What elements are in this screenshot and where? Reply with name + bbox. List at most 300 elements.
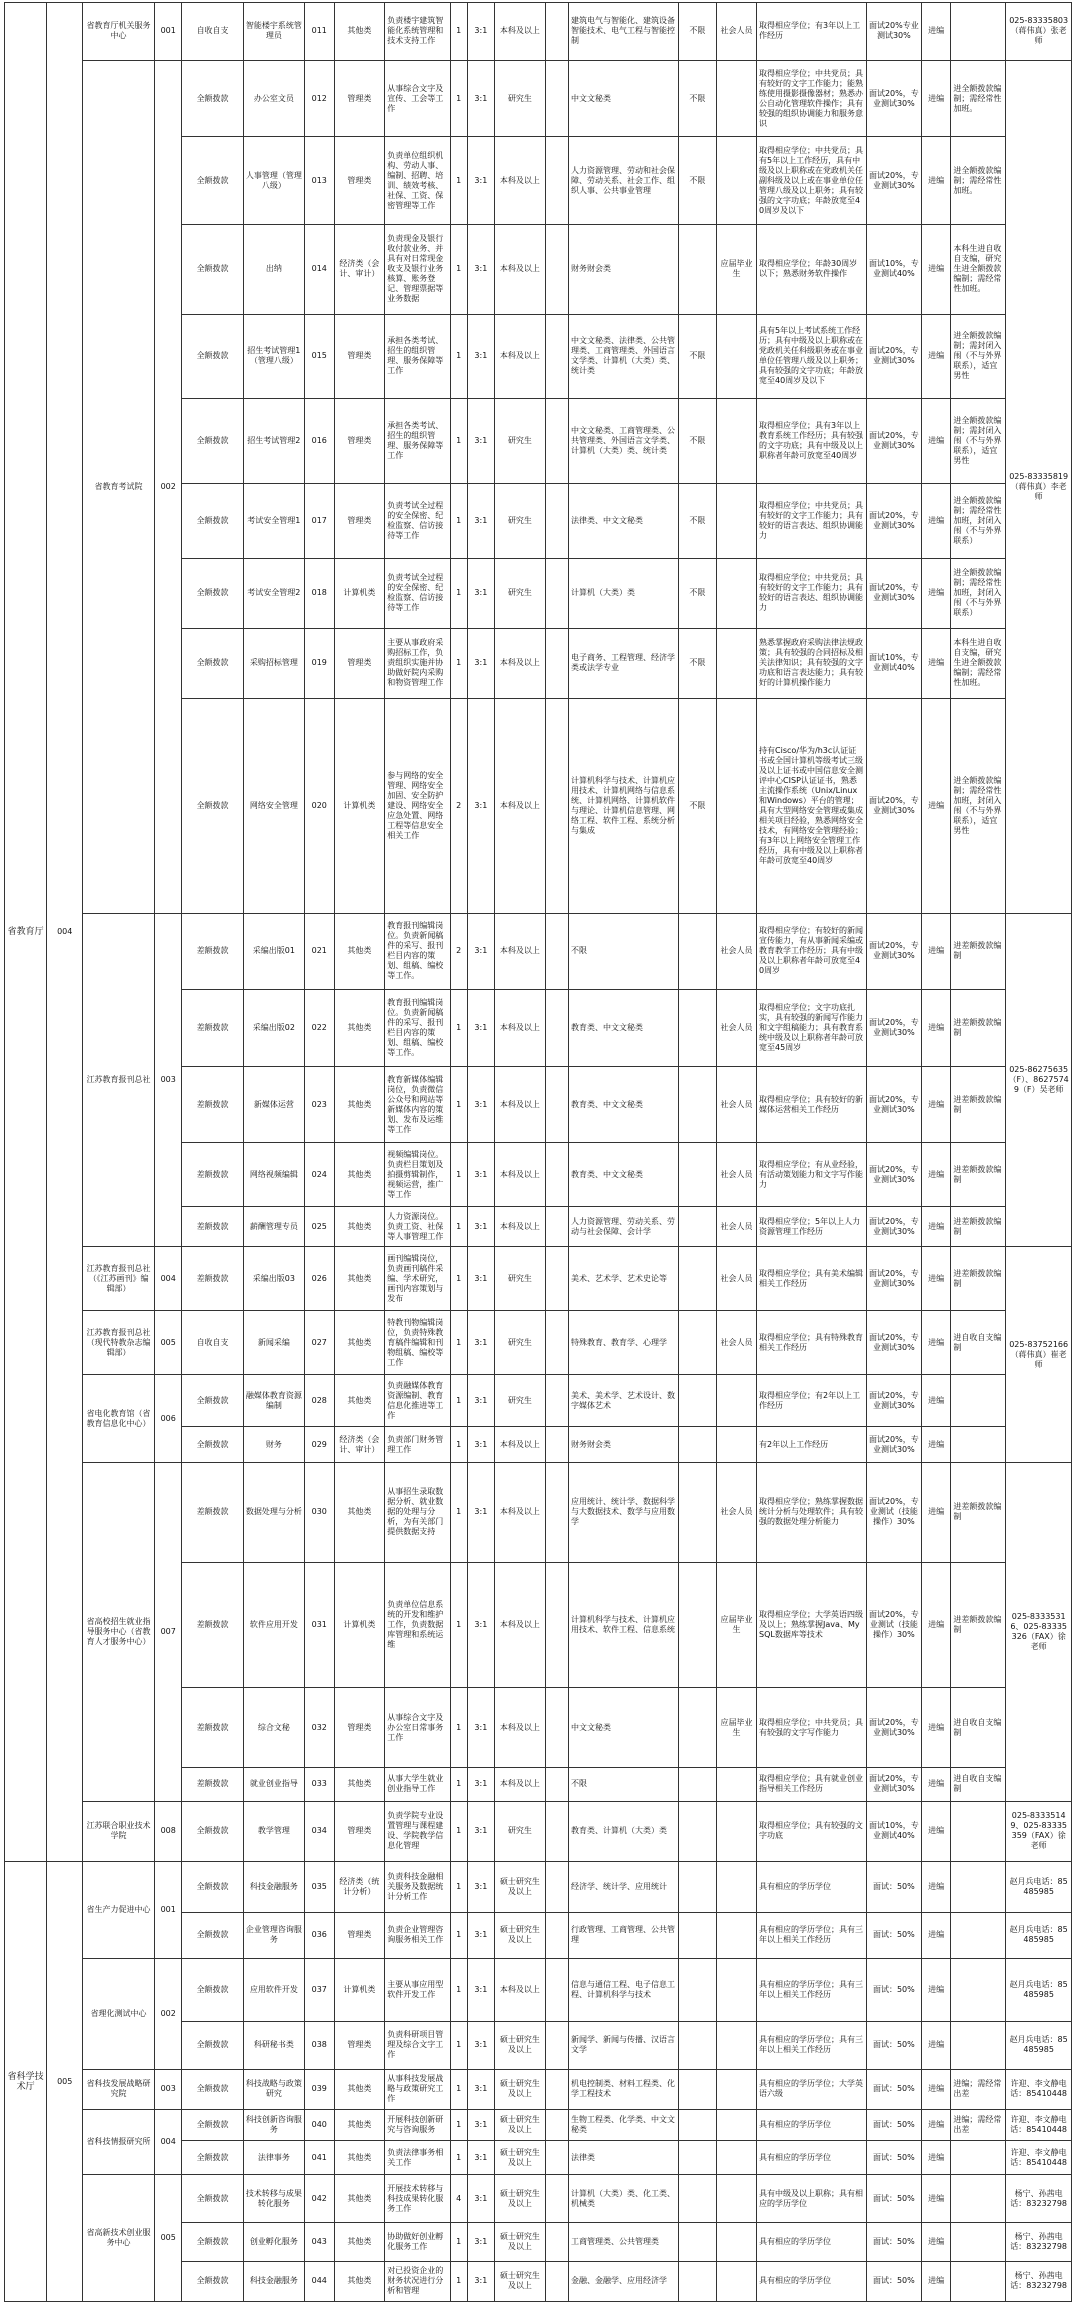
cell-deg <box>545 2109 568 2140</box>
cell-cat: 管理类 <box>334 1912 385 1958</box>
cell-obj <box>716 1862 756 1913</box>
cell-obj: 社会人员 <box>716 989 756 1066</box>
cell-obj <box>716 558 756 628</box>
cell-duty: 特教刊物编辑岗位，负责特殊教育稿件编辑和刊物组稿、编校等工作 <box>385 1311 450 1375</box>
cell-n: 1 <box>450 1463 467 1562</box>
cell-fund: 差额拨款 <box>182 913 243 989</box>
cell-ratio: 3:1 <box>467 2174 494 2222</box>
cell-ratio: 3:1 <box>467 1207 494 1247</box>
cell-exam: 面试10%，专业测试40% <box>866 1801 921 1861</box>
cell-pos: 采编出版03 <box>243 1247 304 1311</box>
cell-exam: 面试：50% <box>866 1862 921 1913</box>
contact-info: 杨宁、孙茜电话：83232798 <box>1006 2174 1072 2222</box>
cell-n: 1 <box>450 558 467 628</box>
cell-other: 取得相应学位；具有特殊教育相关工作经历 <box>757 1311 867 1375</box>
cell-obj: 应届毕业生 <box>716 1562 756 1688</box>
cell-mode: 进编 <box>921 2021 951 2069</box>
cell-ratio: 3:1 <box>467 2069 494 2109</box>
cell-cat: 其他类 <box>334 1375 385 1427</box>
contact-info: 许迎、李文静电话：85410448 <box>1006 2141 1072 2175</box>
cell-exam: 面试20%，专业测试30% <box>866 1247 921 1311</box>
cell-fund: 差额拨款 <box>182 1562 243 1688</box>
cell-obj <box>716 2141 756 2175</box>
cell-remark: 进全额拨款编制；需经常性加班。 <box>951 137 1006 225</box>
cell-deg <box>545 1143 568 1207</box>
cell-age <box>678 1562 716 1688</box>
cell-duty: 负责楼宇建筑智能化系统管理和技术支持工作 <box>385 3 450 61</box>
cell-exam: 面试20%，专业测试30% <box>866 1143 921 1207</box>
cell-remark: 进自收自支编制 <box>951 1688 1006 1768</box>
cell-obj: 应届毕业生 <box>716 225 756 314</box>
cell-obj: 社会人员 <box>716 1067 756 1143</box>
cell-cat: 管理类 <box>334 137 385 225</box>
cell-fund: 全额拨款 <box>182 1375 243 1427</box>
cell-mode: 进编 <box>921 989 951 1066</box>
cell-deg <box>545 1375 568 1427</box>
cell-edu: 本科及以上 <box>495 1067 546 1143</box>
cell-n: 1 <box>450 1427 467 1463</box>
cell-ratio: 3:1 <box>467 2109 494 2140</box>
unit-code: 006 <box>154 1375 181 1463</box>
cell-obj <box>716 2223 756 2262</box>
cell-n: 1 <box>450 1247 467 1311</box>
cell-duty: 人力资源岗位。负责工资、社保等人事管理工作 <box>385 1207 450 1247</box>
unit-code: 001 <box>154 3 181 61</box>
cell-duty: 负责企业管理咨询服务相关工作 <box>385 1912 450 1958</box>
cell-cat: 计算机类 <box>334 1562 385 1688</box>
cell-n: 1 <box>450 1562 467 1688</box>
cell-edu: 本科及以上 <box>495 1207 546 1247</box>
cell-cat: 其他类 <box>334 913 385 989</box>
cell-other: 取得相应学位；中共党员；具有较好的文字工作能力；具有较好的语言表达、组织协调能力 <box>757 483 867 558</box>
cell-pos: 应用软件开发 <box>243 1958 304 2021</box>
cell-fund: 全额拨款 <box>182 1862 243 1913</box>
cell-n: 4 <box>450 2174 467 2222</box>
cell-remark: 进自收自支编制 <box>951 1311 1006 1375</box>
unit-name: 江苏教育报刊总社 <box>83 913 155 1246</box>
cell-age <box>678 1862 716 1913</box>
cell-fund: 全额拨款 <box>182 698 243 913</box>
cell-fund: 全额拨款 <box>182 225 243 314</box>
cell-age <box>678 1958 716 2021</box>
cell-cat: 经济类（会计、审计） <box>334 1427 385 1463</box>
cell-major: 经济学、统计学、应用统计 <box>569 1862 679 1913</box>
cell-duty: 负责科研项目管理及综合文字工作 <box>385 2021 450 2069</box>
cell-duty: 负责现金及银行收付款业务、并具有对日常现金收支及银行业务核算、账务登记、管理票据等业务数据 <box>385 225 450 314</box>
cell-remark: 进差额拨款编制 <box>951 989 1006 1066</box>
cell-other: 取得相应学位；5年以上人力资源管理工作经历 <box>757 1207 867 1247</box>
cell-pos: 办公室文员 <box>243 60 304 136</box>
cell-n: 1 <box>450 225 467 314</box>
cell-remark: 进全额拨款编制；需封闭入闱（不与外界联系），适宜男性 <box>951 399 1006 484</box>
cell-cat: 其他类 <box>334 1247 385 1311</box>
cell-exam: 面试：50% <box>866 1958 921 2021</box>
cell-code: 044 <box>304 2261 334 2301</box>
cell-edu: 本科及以上 <box>495 225 546 314</box>
unit-name: 省教育考试院 <box>83 60 155 913</box>
cell-obj <box>716 1375 756 1427</box>
cell-duty: 视频编辑岗位。负责栏目策划及拍摄剪辑制作，视频运营，推广等工作 <box>385 1143 450 1207</box>
cell-remark: 进差额拨款编制 <box>951 1247 1006 1311</box>
cell-remark: 进全额拨款编制；需经常性加班，封闭入闱（不与外界联系），适宜男性 <box>951 698 1006 913</box>
cell-duty: 主要从事政府采购招标工作，负责组织实施并协助做好院内采购和物资管理工作 <box>385 628 450 698</box>
cell-code: 031 <box>304 1562 334 1688</box>
cell-deg <box>545 558 568 628</box>
cell-fund: 全额拨款 <box>182 1958 243 2021</box>
cell-duty: 协助做好创业孵化服务工作 <box>385 2223 450 2262</box>
cell-ratio: 3:1 <box>467 558 494 628</box>
cell-exam: 面试20%，专业测试30% <box>866 1688 921 1768</box>
cell-mode: 进编 <box>921 1143 951 1207</box>
cell-exam: 面试20%，专业测试30% <box>866 1067 921 1143</box>
cell-edu: 研究生 <box>495 558 546 628</box>
cell-age <box>678 1375 716 1427</box>
cell-duty: 教育报刊编辑岗位。负责新闻稿件的采写、报刊栏目内容的策划、组稿、编校等工作。 <box>385 913 450 989</box>
cell-cat: 其他类 <box>334 3 385 61</box>
cell-cat: 其他类 <box>334 1207 385 1247</box>
cell-pos: 创业孵化服务 <box>243 2223 304 2262</box>
cell-n: 1 <box>450 137 467 225</box>
cell-code: 041 <box>304 2141 334 2175</box>
cell-mode: 进编 <box>921 1463 951 1562</box>
cell-deg <box>545 2021 568 2069</box>
cell-deg <box>545 1862 568 1913</box>
cell-duty: 从事综合文字及办公室日常事务工作 <box>385 1688 450 1768</box>
cell-n: 1 <box>450 2223 467 2262</box>
cell-pos: 科技金融服务 <box>243 1862 304 1913</box>
cell-mode: 进编 <box>921 1311 951 1375</box>
cell-edu: 硕士研究生及以上 <box>495 2141 546 2175</box>
contact-info: 许迎、李文静电话：85410448 <box>1006 2069 1072 2109</box>
cell-fund: 差额拨款 <box>182 1463 243 1562</box>
cell-remark <box>951 2141 1006 2175</box>
cell-major: 不限 <box>569 1767 679 1801</box>
cell-code: 028 <box>304 1375 334 1427</box>
cell-exam: 面试20%，专业测试30% <box>866 314 921 399</box>
cell-obj <box>716 60 756 136</box>
cell-remark: 进全额拨款编制；需经常性加班。 <box>951 60 1006 136</box>
cell-edu: 研究生 <box>495 1247 546 1311</box>
cell-exam: 面试20%，专业测试30% <box>866 60 921 136</box>
cell-deg <box>545 1958 568 2021</box>
cell-code: 020 <box>304 698 334 913</box>
cell-other: 取得相应学位；大学英语四级及以上；熟练掌握Java、MySQL数据库等技术 <box>757 1562 867 1688</box>
cell-cat: 管理类 <box>334 1801 385 1861</box>
cell-exam: 面试20%，专业测试30% <box>866 1427 921 1463</box>
cell-fund: 全额拨款 <box>182 60 243 136</box>
cell-major: 建筑电气与智能化、建筑设备智能技术、电气工程与智能控制 <box>569 3 679 61</box>
cell-fund: 全额拨款 <box>182 1912 243 1958</box>
cell-fund: 全额拨款 <box>182 2261 243 2301</box>
cell-age <box>678 1427 716 1463</box>
cell-fund: 差额拨款 <box>182 1143 243 1207</box>
cell-remark: 进全额拨款编制；需经常性加班，封闭入闱（不与外界联系） <box>951 558 1006 628</box>
cell-obj <box>716 483 756 558</box>
cell-major: 金融、金融学、应用经济学 <box>569 2261 679 2301</box>
cell-code: 036 <box>304 1912 334 1958</box>
unit-name: 省教育厅机关服务中心 <box>83 3 155 61</box>
cell-edu: 本科及以上 <box>495 1143 546 1207</box>
cell-remark <box>951 1912 1006 1958</box>
cell-pos: 科技金融服务 <box>243 2261 304 2301</box>
cell-edu: 硕士研究生及以上 <box>495 2109 546 2140</box>
cell-duty: 画刊编辑岗位，负责画刊稿件采编、学术研究，画刊内容策划与发布 <box>385 1247 450 1311</box>
cell-age: 不限 <box>678 3 716 61</box>
cell-obj <box>716 2174 756 2222</box>
contact-info: 赵月兵电话：85485985 <box>1006 1912 1072 1958</box>
cell-mode: 进编 <box>921 1067 951 1143</box>
cell-duty: 承担各类考试、招生的组织管理、服务保障等工作 <box>385 399 450 484</box>
cell-other: 具有相应的学历学位 <box>757 2141 867 2175</box>
cell-n: 1 <box>450 1311 467 1375</box>
unit-code: 003 <box>154 913 181 1246</box>
cell-cat: 其他类 <box>334 989 385 1066</box>
table-row <box>5 1247 1072 1311</box>
cell-remark: 进差额拨款编制 <box>951 1207 1006 1247</box>
cell-exam: 面试：50% <box>866 2021 921 2069</box>
cell-other: 具有相应的学历学位；大学英语六级 <box>757 2069 867 2109</box>
cell-pos: 智能楼宇系统管理员 <box>243 3 304 61</box>
cell-n: 1 <box>450 2069 467 2109</box>
cell-major: 美术、美术学、艺术设计、数字媒体艺术 <box>569 1375 679 1427</box>
contact-info: 025-83335316、025-83335326（FAX）徐老师 <box>1006 1463 1072 1801</box>
unit-code: 004 <box>154 1247 181 1311</box>
cell-exam: 面试：50% <box>866 2174 921 2222</box>
unit-code: 008 <box>154 1801 181 1861</box>
cell-ratio: 3:1 <box>467 314 494 399</box>
cell-deg <box>545 989 568 1066</box>
cell-cat: 其他类 <box>334 2174 385 2222</box>
cell-cat: 管理类 <box>334 483 385 558</box>
cell-major: 工商管理类、公共管理类 <box>569 2223 679 2262</box>
cell-pos: 融媒体教育资源编制 <box>243 1375 304 1427</box>
cell-major: 特殊教育、教育学、心理学 <box>569 1311 679 1375</box>
cell-exam: 面试20%，专业测试30% <box>866 1767 921 1801</box>
cell-deg <box>545 60 568 136</box>
cell-cat: 经济类（会计、审计） <box>334 225 385 314</box>
cell-fund: 全额拨款 <box>182 2223 243 2262</box>
cell-pos: 采编出版01 <box>243 913 304 989</box>
cell-other: 取得相应学位；有从业经验，有活动策划能力和文字写作能力 <box>757 1143 867 1207</box>
cell-remark: 本科生进自收自支编，研究生进全额拨款编制；需经常性加班。 <box>951 628 1006 698</box>
cell-n: 1 <box>450 1958 467 2021</box>
cell-major: 法律类 <box>569 2141 679 2175</box>
cell-n: 1 <box>450 2141 467 2175</box>
cell-other: 具有相应的学历学位 <box>757 2223 867 2262</box>
cell-n: 1 <box>450 60 467 136</box>
cell-pos: 人事管理（管理八级） <box>243 137 304 225</box>
cell-major: 生物工程类、化学类、中文文秘类 <box>569 2109 679 2140</box>
cell-pos: 科研秘书类 <box>243 2021 304 2069</box>
cell-n: 1 <box>450 314 467 399</box>
cell-duty: 教育新媒体编辑岗位，负责微信公众号和网站等新媒体内容的策划、发布及运维等工作 <box>385 1067 450 1143</box>
cell-code: 015 <box>304 314 334 399</box>
contact-info: 杨宁、孙茜电话：83232798 <box>1006 2261 1072 2301</box>
cell-ratio: 3:1 <box>467 2141 494 2175</box>
cell-major: 计算机科学与技术、计算机应用技术、软件工程、信息系统 <box>569 1562 679 1688</box>
cell-remark: 进编；需经常出差 <box>951 2069 1006 2109</box>
cell-obj <box>716 1801 756 1861</box>
table-row <box>5 1862 1072 1913</box>
cell-age <box>678 913 716 989</box>
cell-age <box>678 1143 716 1207</box>
unit-code: 002 <box>154 1958 181 2069</box>
cell-major: 应用统计、统计学、数据科学与大数据技术、数学与应用数学 <box>569 1463 679 1562</box>
cell-fund: 自收自支 <box>182 1311 243 1375</box>
cell-obj <box>716 2021 756 2069</box>
cell-fund: 全额拨款 <box>182 137 243 225</box>
cell-deg <box>545 314 568 399</box>
cell-obj <box>716 1912 756 1958</box>
cell-n: 1 <box>450 1862 467 1913</box>
cell-remark <box>951 3 1006 61</box>
cell-ratio: 3:1 <box>467 1862 494 1913</box>
cell-fund: 全额拨款 <box>182 2069 243 2109</box>
cell-pos: 新媒体运营 <box>243 1067 304 1143</box>
unit-name: 江苏教育报刊总社（《江苏画刊》编辑部） <box>83 1247 155 1311</box>
cell-fund: 差额拨款 <box>182 1767 243 1801</box>
cell-fund: 全额拨款 <box>182 628 243 698</box>
cell-edu: 本科及以上 <box>495 3 546 61</box>
cell-major: 不限 <box>569 913 679 989</box>
cell-duty: 负责融媒体教育资源编制、教育信息化推进等工作 <box>385 1375 450 1427</box>
cell-edu: 本科及以上 <box>495 698 546 913</box>
cell-mode: 进编 <box>921 628 951 698</box>
cell-cat: 其他类 <box>334 1311 385 1375</box>
cell-mode: 进编 <box>921 698 951 913</box>
cell-ratio: 3:1 <box>467 225 494 314</box>
cell-major: 中文文秘类、法律类、公共管理类、工商管理类、外国语言文学类、计算机（大类）类、统计类 <box>569 314 679 399</box>
cell-mode: 进编 <box>921 913 951 989</box>
cell-n: 1 <box>450 1801 467 1861</box>
cell-cat: 其他类 <box>334 1067 385 1143</box>
cell-ratio: 3:1 <box>467 1562 494 1688</box>
cell-cat: 其他类 <box>334 1143 385 1207</box>
cell-major: 教育类、中文文秘类 <box>569 1067 679 1143</box>
cell-code: 017 <box>304 483 334 558</box>
cell-cat: 其他类 <box>334 1767 385 1801</box>
cell-code: 033 <box>304 1767 334 1801</box>
cell-age <box>678 2174 716 2222</box>
cell-remark: 本科生进自收自支编，研究生进全额拨款编制；需经常性加班。 <box>951 225 1006 314</box>
unit-code: 007 <box>154 1463 181 1801</box>
cell-major: 财务财会类 <box>569 1427 679 1463</box>
cell-age <box>678 1247 716 1311</box>
cell-edu: 研究生 <box>495 399 546 484</box>
cell-edu: 本科及以上 <box>495 314 546 399</box>
cell-age <box>678 225 716 314</box>
cell-exam: 面试20%，专业测试30% <box>866 137 921 225</box>
cell-obj: 社会人员 <box>716 3 756 61</box>
cell-remark: 进差额拨款编制 <box>951 1143 1006 1207</box>
cell-n: 1 <box>450 1688 467 1768</box>
cell-code: 034 <box>304 1801 334 1861</box>
cell-mode: 进编 <box>921 399 951 484</box>
cell-major: 财务财会类 <box>569 225 679 314</box>
cell-age: 不限 <box>678 628 716 698</box>
contact-info: 025-83335803（蒋伟真）张老师 <box>1006 3 1072 61</box>
cell-obj: 社会人员 <box>716 1311 756 1375</box>
cell-deg <box>545 1427 568 1463</box>
cell-n: 1 <box>450 2261 467 2301</box>
cell-exam: 面试20%，专业测试30% <box>866 1207 921 1247</box>
cell-code: 027 <box>304 1311 334 1375</box>
cell-duty: 教育报刊编辑岗位。负责新闻稿件的采写、报刊栏目内容的策划、组稿、编校等工作。 <box>385 989 450 1066</box>
cell-fund: 全额拨款 <box>182 2174 243 2222</box>
cell-exam: 面试20%，专业测试30% <box>866 989 921 1066</box>
cell-ratio: 3:1 <box>467 60 494 136</box>
cell-cat: 计算机类 <box>334 698 385 913</box>
cell-code: 012 <box>304 60 334 136</box>
cell-duty: 承担各类考试、招生的组织管理、服务保障等工作 <box>385 314 450 399</box>
cell-cat: 计算机类 <box>334 558 385 628</box>
cell-mode: 进编 <box>921 2174 951 2222</box>
cell-edu: 硕士研究生及以上 <box>495 2069 546 2109</box>
cell-deg <box>545 913 568 989</box>
cell-deg <box>545 1767 568 1801</box>
cell-fund: 差额拨款 <box>182 989 243 1066</box>
cell-duty: 参与网络的安全管理、网络安全加固、安全防护建设、网络安全应急处置、网络工程等信息安全相关工作 <box>385 698 450 913</box>
cell-cat: 管理类 <box>334 1688 385 1768</box>
unit-name: 江苏联合职业技术学院 <box>83 1801 155 1861</box>
cell-deg <box>545 1247 568 1311</box>
cell-duty: 对已投资企业的财务状况进行分析和管理 <box>385 2261 450 2301</box>
cell-ratio: 3:1 <box>467 137 494 225</box>
cell-duty: 负责部门财务管理工作 <box>385 1427 450 1463</box>
cell-other: 具有5年以上考试系统工作经历；具有中级及以上职称或在党政机关任科级职务或在事业单位任管理八级及以上职务；具有较强的文字功底；年龄放宽至40周岁及以下 <box>757 314 867 399</box>
cell-fund: 全额拨款 <box>182 314 243 399</box>
cell-other: 取得相应学位；熟练掌握数据统计分析与处理软件；具有较强的数据处理分析能力 <box>757 1463 867 1562</box>
cell-code: 014 <box>304 225 334 314</box>
cell-edu: 硕士研究生及以上 <box>495 2021 546 2069</box>
cell-fund: 差额拨款 <box>182 1067 243 1143</box>
unit-code: 001 <box>154 1862 181 1959</box>
cell-major: 行政管理、工商管理、公共管理 <box>569 1912 679 1958</box>
cell-remark <box>951 2223 1006 2262</box>
cell-other: 取得相应学位；有3年以上工作经历 <box>757 3 867 61</box>
cell-exam: 面试：50% <box>866 2223 921 2262</box>
cell-edu: 研究生 <box>495 1311 546 1375</box>
cell-mode: 进编 <box>921 1688 951 1768</box>
cell-exam: 面试20%，专业测试30% <box>866 913 921 989</box>
cell-other: 具有相应的学历学位 <box>757 2261 867 2301</box>
department-name: 省科学技术厅 <box>5 1862 47 2302</box>
cell-other: 取得相应学位；具有美术编辑相关工作经历 <box>757 1247 867 1311</box>
cell-major: 美术、艺术学、艺术史论等 <box>569 1247 679 1311</box>
cell-major: 中文文秘类、工商管理类、公共管理类、外国语言文学类、计算机（大类）类、统计类 <box>569 399 679 484</box>
cell-other: 取得相应学位；具有就业创业指导相关工作经历 <box>757 1767 867 1801</box>
cell-edu: 硕士研究生及以上 <box>495 2223 546 2262</box>
cell-age <box>678 2109 716 2140</box>
cell-remark <box>951 2021 1006 2069</box>
cell-remark: 进差额拨款编制 <box>951 913 1006 989</box>
cell-remark <box>951 1375 1006 1427</box>
cell-remark <box>951 2261 1006 2301</box>
cell-mode: 进编 <box>921 3 951 61</box>
cell-pos: 采编出版02 <box>243 989 304 1066</box>
department-name: 省教育厅 <box>5 3 47 1862</box>
cell-exam: 面试10%，专业测试40% <box>866 225 921 314</box>
cell-mode: 进编 <box>921 314 951 399</box>
cell-deg <box>545 1688 568 1768</box>
cell-duty: 负责法律事务相关工作 <box>385 2141 450 2175</box>
cell-deg <box>545 225 568 314</box>
cell-cat: 其他类 <box>334 1463 385 1562</box>
cell-pos: 综合文秘 <box>243 1688 304 1768</box>
cell-deg <box>545 2141 568 2175</box>
cell-pos: 法律事务 <box>243 2141 304 2175</box>
cell-exam: 面试：50% <box>866 2261 921 2301</box>
